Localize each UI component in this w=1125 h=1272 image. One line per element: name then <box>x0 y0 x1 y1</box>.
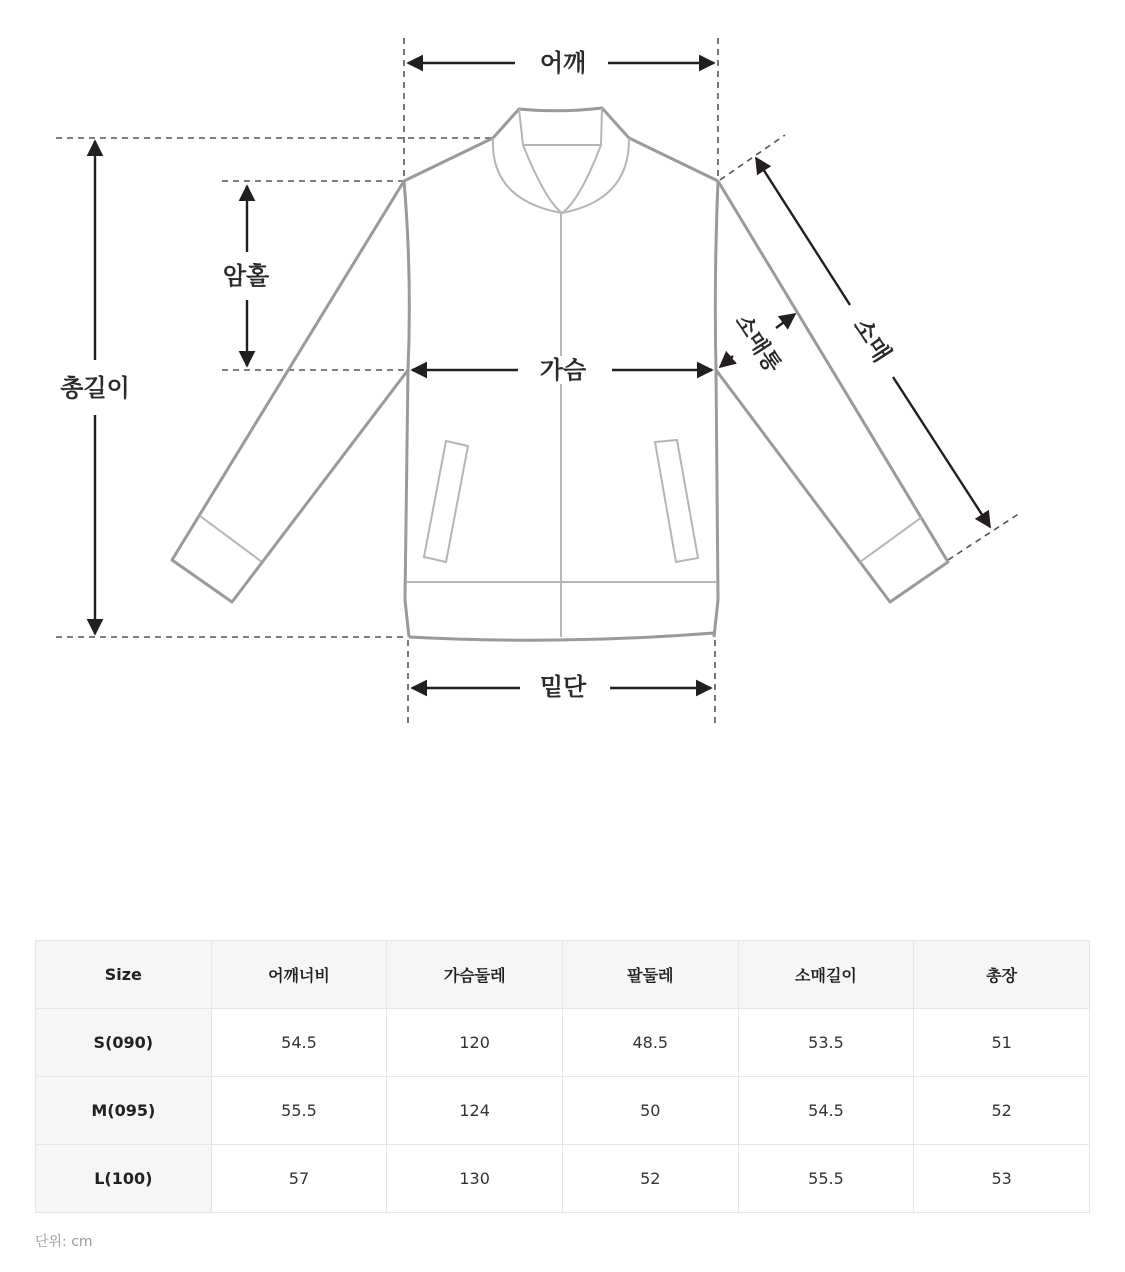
label-sleeve: 소매 <box>847 312 897 368</box>
table-row <box>36 1009 1090 1077</box>
size-table <box>35 940 1090 1213</box>
header-sleeve-length: 소매길이 <box>738 941 914 1009</box>
cell-value: 55.5 <box>738 1145 914 1213</box>
header-total-length: 총장 <box>914 941 1090 1009</box>
cell-value: 53.5 <box>738 1009 914 1077</box>
cell-size: M(095) <box>36 1077 212 1145</box>
cell-value: 57 <box>211 1145 387 1213</box>
cell-size: S(090) <box>36 1009 212 1077</box>
label-chest: 가슴 <box>530 356 596 384</box>
label-shoulder: 어깨 <box>530 49 596 77</box>
header-shoulder-width: 어깨너비 <box>211 941 387 1009</box>
label-sleeve-width: 소매통 <box>729 310 786 378</box>
table-row <box>36 1077 1090 1145</box>
header-size: Size <box>36 941 212 1009</box>
cell-value: 54.5 <box>211 1009 387 1077</box>
table-header-row <box>36 941 1090 1009</box>
unit-note: 단위: cm <box>35 1234 93 1250</box>
label-total-length: 총길이 <box>50 374 140 402</box>
cell-value: 50 <box>562 1077 738 1145</box>
header-chest-circumference: 가슴둘레 <box>387 941 563 1009</box>
cell-value: 53 <box>914 1145 1090 1213</box>
cell-value: 52 <box>562 1145 738 1213</box>
cell-value: 51 <box>914 1009 1090 1077</box>
cell-value: 48.5 <box>562 1009 738 1077</box>
cell-value: 54.5 <box>738 1077 914 1145</box>
cell-size: L(100) <box>36 1145 212 1213</box>
table-row <box>36 1145 1090 1213</box>
cell-value: 52 <box>914 1077 1090 1145</box>
cell-value: 130 <box>387 1145 563 1213</box>
label-armhole: 암홀 <box>215 262 277 290</box>
header-arm-circumference: 팔둘레 <box>562 941 738 1009</box>
cell-value: 120 <box>387 1009 563 1077</box>
cell-value: 124 <box>387 1077 563 1145</box>
cell-value: 55.5 <box>211 1077 387 1145</box>
label-hem: 밑단 <box>530 673 596 701</box>
